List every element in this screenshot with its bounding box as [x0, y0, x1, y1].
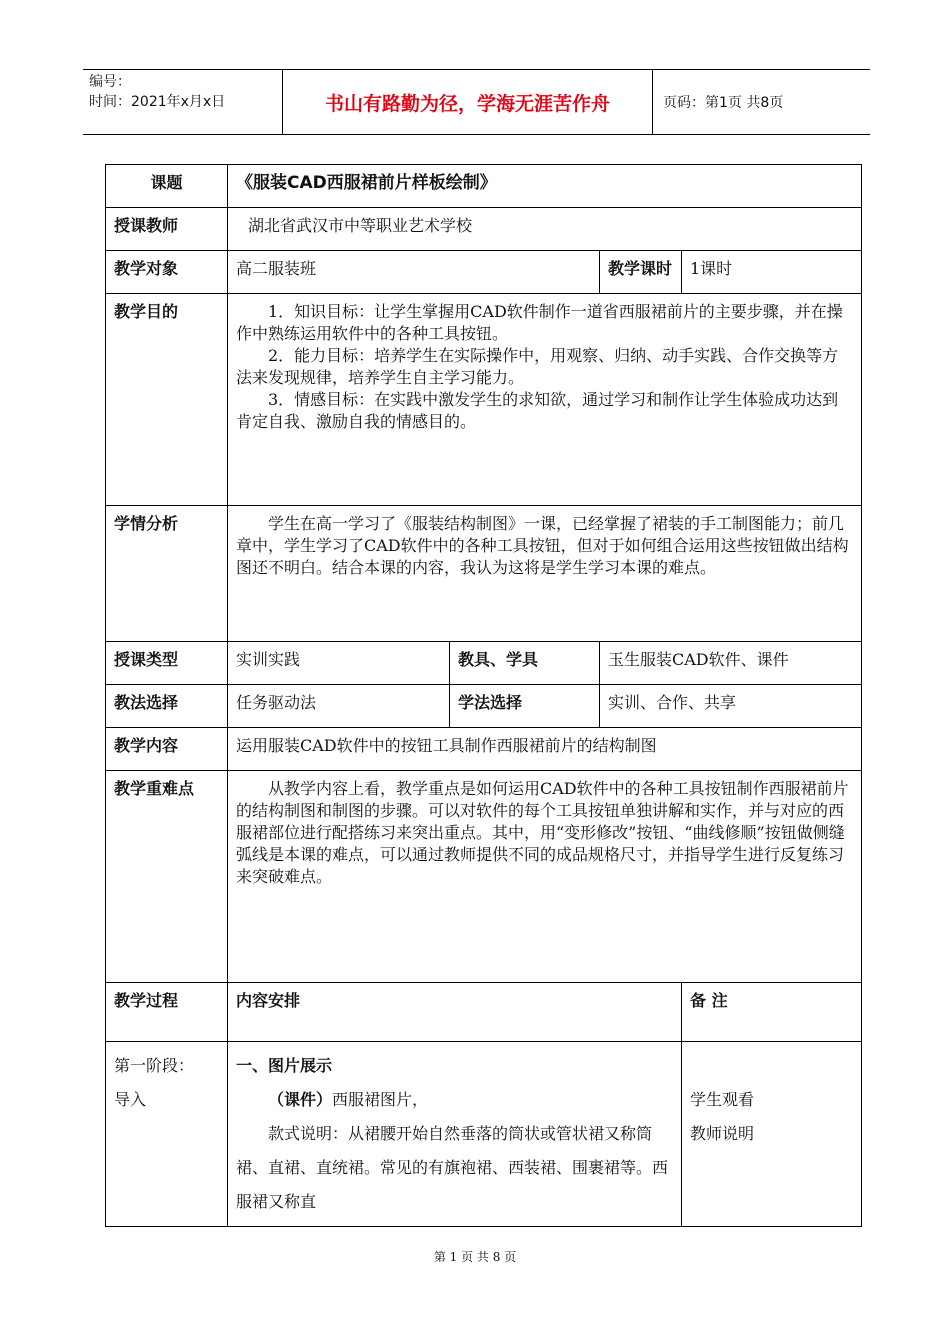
hours-label: 教学课时	[600, 251, 682, 294]
header-motto: 书山有路勤为径，学海无涯苦作舟	[283, 70, 653, 134]
page-footer: 第 1 页 共 8 页	[433, 1250, 517, 1264]
page-header	[83, 69, 870, 135]
goal-ability: 2．能力目标：培养学生在实际操作中，用观察、归纳、动手实践、合作交换等方法来发现规律，培养学生自主学习能力。	[236, 346, 839, 387]
stage1-note	[682, 1042, 862, 1227]
row-method	[106, 685, 862, 728]
audience-label: 教学对象	[106, 251, 228, 294]
type-label: 授课类型	[106, 642, 228, 685]
stage1-content	[228, 1042, 682, 1227]
row-audience	[106, 251, 862, 294]
goal-emotion: 3．情感目标：在实践中激发学生的求知欲，通过学习和制作让学生体验成功达到肯定自我、激励自我的情感目的。	[236, 390, 839, 431]
analysis-content	[228, 506, 862, 642]
audience-value: 高二服装班	[228, 251, 600, 294]
stage1-label: 第一阶段：	[114, 1056, 195, 1075]
type-value: 实训实践	[228, 642, 450, 685]
style-description: 款式说明：从裙腰开始自然垂落的筒状或管状裙又称筒裙、直裙、直统裙。常见的有旗袍裙、西装裙、围裹裙等。西服裙又称直	[236, 1124, 669, 1211]
stage1-cell	[106, 1042, 228, 1227]
row-stage1	[106, 1042, 862, 1227]
study-label: 学法选择	[450, 685, 600, 728]
row-key-points	[106, 771, 862, 983]
teacher-value: 湖北省武汉市中等职业艺术学校	[228, 208, 862, 251]
key-label: 教学重难点	[106, 771, 228, 983]
study-value: 实训、合作、共享	[600, 685, 862, 728]
row-type	[106, 642, 862, 685]
row-teacher	[106, 208, 862, 251]
key-text: 从教学内容上看，教学重点是如何运用CAD软件中的各种工具按钮制作西服裙前片的结构制图和制图的步骤。可以对软件的每个工具按钮单独讲解和实作，并与对应的西服裙部位进行配搭练习来突出重点。其中，用“变形修改”按钮、“曲线修顺”按钮做侧缝弧线是本课的难点，可以通过教师提供不同的成品规格尺寸，并指导学生进行反复练习来突破难点。	[236, 779, 849, 886]
analysis-text: 学生在高一学习了《服装结构制图》一课，已经掌握了裙装的手工制图能力；前几章中，学生学习了CAD软件中的各种工具按钮，但对于如何组合运用这些按钮做出结构图还不明白。结合本课的内容，我认为这将是学生学习本课的难点。	[236, 514, 849, 577]
arrange-label: 内容安排	[228, 983, 682, 1042]
method-value: 任务驱动法	[228, 685, 450, 728]
process-label: 教学过程	[106, 983, 228, 1042]
analysis-label: 学情分析	[106, 506, 228, 642]
topic-label: 课题	[106, 165, 228, 208]
header-page-info: 页码：第1页 共8页	[663, 95, 784, 111]
courseware-text: 西服裙图片，	[332, 1090, 429, 1109]
header-meta	[83, 70, 283, 134]
note-teacher: 教师说明	[690, 1124, 755, 1143]
row-analysis	[106, 506, 862, 642]
row-goals	[106, 294, 862, 506]
stage1-name: 导入	[114, 1090, 147, 1109]
goal-knowledge: 1．知识目标：让学生掌握用CAD软件制作一道省西服裙前片的主要步骤，并在操作中熟练运用软件中的各种工具按钮。	[236, 302, 843, 343]
courseware-tag: （课件）	[268, 1090, 333, 1109]
doc-time: 时间：2021年x月x日	[89, 94, 226, 110]
content-value: 运用服装CAD软件中的按钮工具制作西服裙前片的结构制图	[228, 728, 862, 771]
content-label: 教学内容	[106, 728, 228, 771]
goals-label: 教学目的	[106, 294, 228, 506]
lesson-plan-table	[105, 164, 862, 1227]
row-process-header	[106, 983, 862, 1042]
doc-id-label: 编号：	[89, 74, 131, 90]
method-label: 教法选择	[106, 685, 228, 728]
key-content	[228, 771, 862, 983]
note-student: 学生观看	[690, 1090, 755, 1109]
tools-value: 玉生服装CAD软件、课件	[600, 642, 862, 685]
stage1-title: 一、图片展示	[236, 1056, 333, 1075]
tools-label: 教具、学具	[450, 642, 600, 685]
topic-value: 《服装CAD西服裙前片样板绘制》	[228, 165, 862, 208]
row-topic	[106, 165, 862, 208]
teacher-label: 授课教师	[106, 208, 228, 251]
hours-value: 1课时	[682, 251, 862, 294]
row-content	[106, 728, 862, 771]
goals-content	[228, 294, 862, 506]
note-col-label: 备 注	[682, 983, 862, 1042]
